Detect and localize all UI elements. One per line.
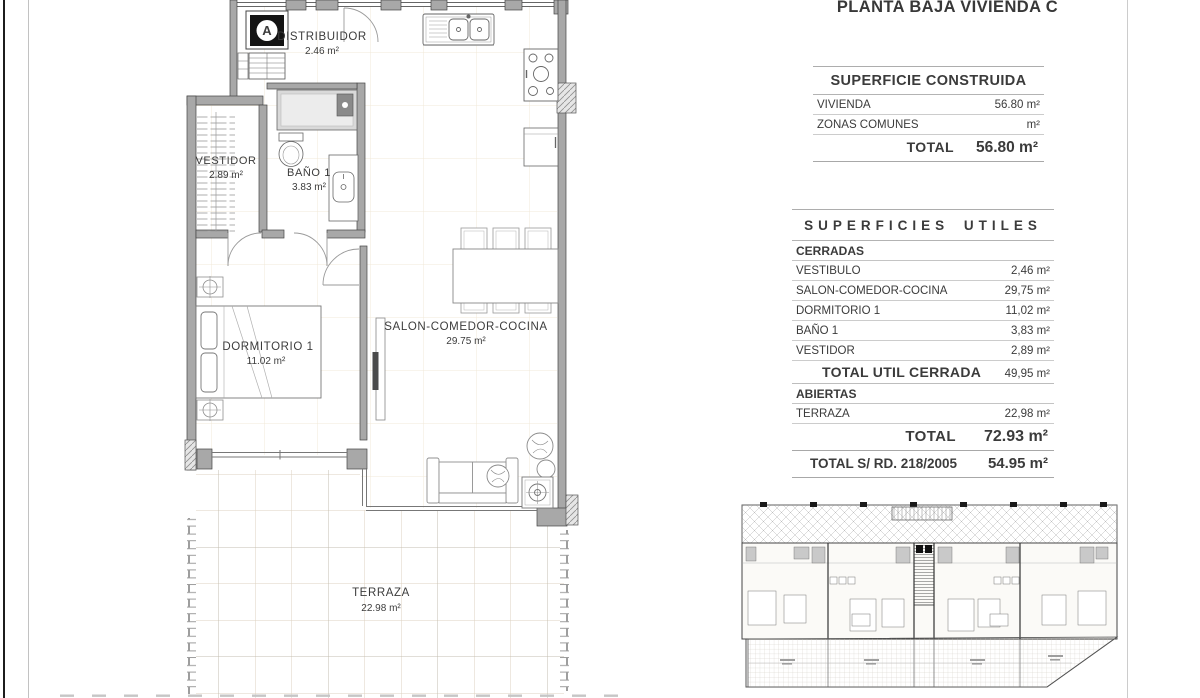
elevator-label: A — [262, 23, 272, 38]
row-value: 56.80 m² — [994, 99, 1040, 111]
total-label: TOTAL S/ RD. 218/2005 — [810, 456, 958, 471]
room-label-distribuidor: DISTRIBUIDOR — [277, 31, 367, 43]
total-value: 56.80 m² — [975, 139, 1038, 156]
dining-set — [453, 228, 558, 313]
kitchen-fridge — [524, 128, 558, 166]
table-row — [792, 404, 1054, 424]
row-value: 29,75 m² — [1004, 285, 1050, 297]
total-util-cerrada-row — [792, 361, 1054, 384]
page-title: PLANTA BAJA VIVIENDA C — [836, 0, 1059, 16]
side-table — [522, 477, 553, 508]
section-label-abiertas: ABIERTAS — [792, 384, 1054, 404]
row-label: ZONAS COMUNES — [817, 119, 919, 131]
superficies-utiles-table — [792, 209, 1054, 478]
table-row — [792, 341, 1054, 361]
total-value: 72.93 m² — [983, 428, 1048, 445]
total-label: TOTAL UTIL CERRADA — [822, 364, 982, 380]
total-value: 54.95 m² — [987, 455, 1048, 472]
row-label: VESTIBULO — [796, 265, 861, 277]
room-label-dormitorio: DORMITORIO 1 — [222, 341, 314, 353]
room-label-bano: BAÑO 1 — [287, 167, 331, 179]
table-row — [792, 321, 1054, 341]
total-label: TOTAL — [906, 139, 954, 155]
superficie-construida-table — [813, 66, 1044, 162]
elevator-core — [238, 11, 288, 79]
kitchen-stove — [524, 49, 558, 101]
total-rd-row — [792, 451, 1054, 478]
row-label: TERRAZA — [796, 408, 850, 420]
room-area-distribuidor: 2.46 m² — [305, 46, 339, 57]
total-value: 49,95 m² — [1004, 368, 1050, 380]
table-row — [792, 281, 1054, 301]
building-overview-plan — [732, 499, 1162, 697]
mini-apartments — [742, 543, 1117, 639]
room-label-terraza: TERRAZA — [352, 587, 410, 599]
room-label-salon: SALON-COMEDOR-COCINA — [384, 321, 548, 333]
room-area-bano: 3.83 m² — [292, 182, 326, 193]
table-row — [813, 115, 1044, 135]
row-label: SALON-COMEDOR-COCINA — [796, 285, 948, 297]
total-row — [792, 424, 1054, 451]
room-label-vestidor: VESTIDOR — [195, 155, 257, 167]
row-label: VESTIDOR — [796, 345, 855, 357]
row-value: 3,83 m² — [1011, 325, 1050, 337]
mini-terraces — [748, 637, 1117, 687]
room-area-terraza: 22.98 m² — [361, 603, 401, 614]
table-row — [792, 261, 1054, 281]
room-area-dormitorio: 11.02 m² — [246, 356, 286, 367]
row-label: VIVIENDA — [817, 99, 871, 111]
bathroom-sink — [329, 155, 358, 221]
toilet — [279, 133, 303, 167]
row-label: BAÑO 1 — [796, 325, 839, 337]
table-row — [813, 95, 1044, 115]
terraza-right-markers — [560, 530, 569, 691]
shower — [277, 90, 357, 130]
table-header: SUPERFICIE CONSTRUIDA — [813, 67, 1044, 95]
row-label: DORMITORIO 1 — [796, 305, 881, 317]
total-row — [813, 135, 1044, 162]
room-area-vestidor: 2.89 m² — [209, 170, 243, 181]
row-value: m² — [1026, 119, 1040, 131]
row-value: 2,89 m² — [1011, 345, 1050, 357]
terraza-left-markers — [187, 518, 196, 694]
row-value: 22,98 m² — [1004, 408, 1050, 420]
row-value: 11,02 m² — [1005, 305, 1050, 317]
kitchen-sink — [423, 14, 494, 46]
table-header: SUPERFICIES UTILES — [792, 210, 1054, 241]
row-value: 2,46 m² — [1011, 265, 1050, 277]
room-area-salon: 29.75 m² — [446, 336, 486, 347]
section-label-cerradas: CERRADAS — [792, 241, 1054, 261]
total-label: TOTAL — [905, 428, 956, 445]
table-row — [792, 301, 1054, 321]
